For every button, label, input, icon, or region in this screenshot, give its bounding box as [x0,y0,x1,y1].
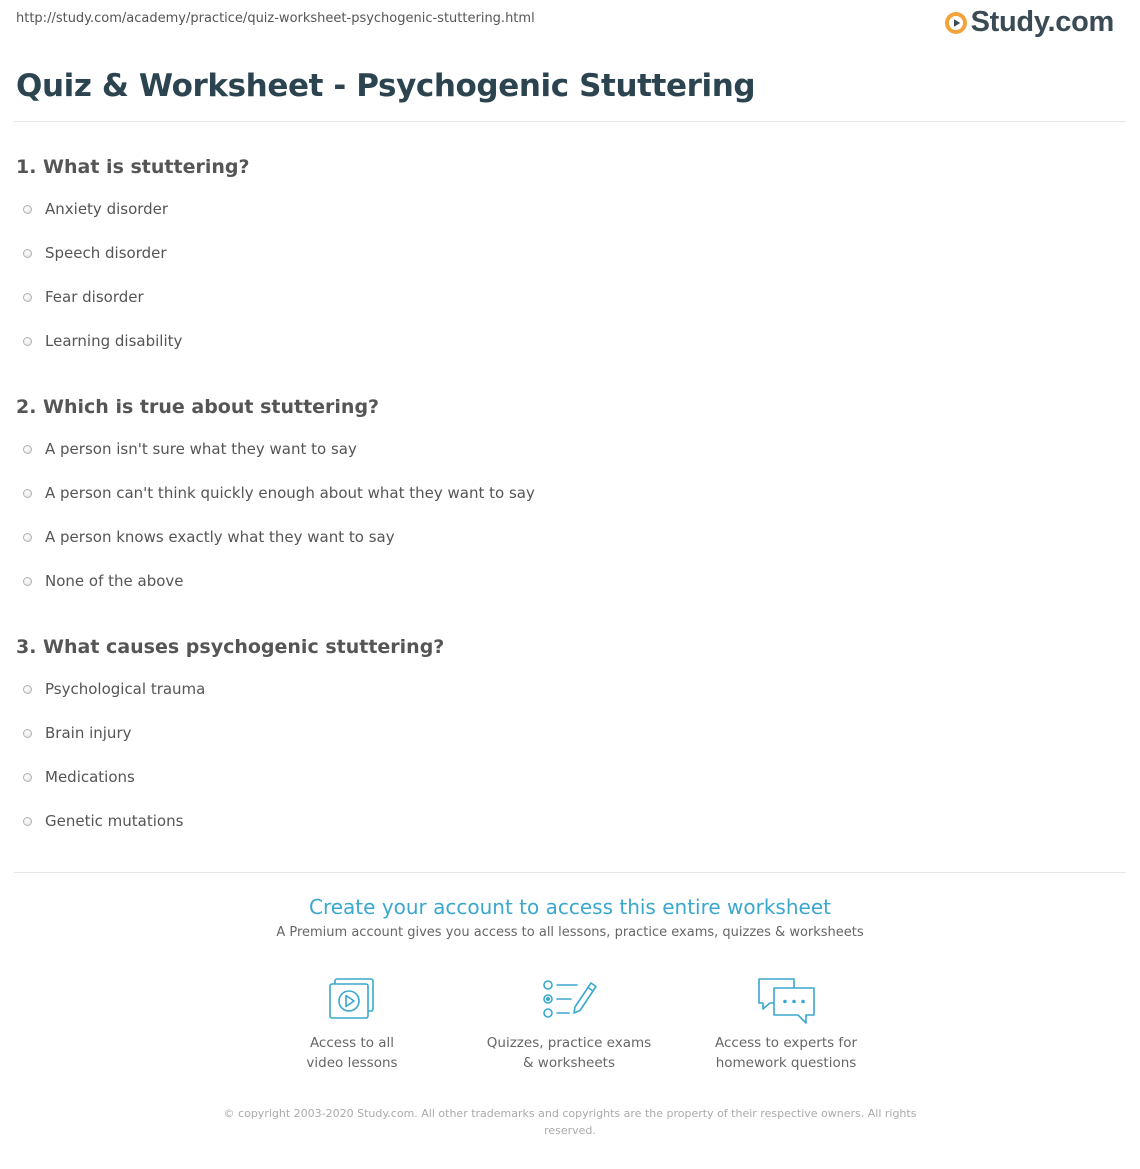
create-account-link[interactable]: Create your account to access this entire worksheet [309,895,831,919]
radio-button[interactable] [23,773,32,782]
question-1-option-2[interactable] [23,244,167,262]
option-label: A person can't think quickly enough about what they want to say [45,484,535,502]
premium-description: A Premium account gives you access to all lessons, practice exams, quizzes & worksheets [276,925,864,940]
feature-quizzes [469,975,669,1073]
radio-button[interactable] [23,577,32,586]
question-2-option-4[interactable] [23,572,184,590]
radio-button[interactable] [23,685,32,694]
video-lessons-icon [324,975,380,1023]
page-url: http://study.com/academy/practice/quiz-worksheet-psychogenic-stuttering.html [16,11,535,26]
page-title: Quiz & Worksheet - Psychogenic Stuttering [16,68,756,104]
option-label: Fear disorder [45,288,144,306]
radio-button[interactable] [23,445,32,454]
study-logo[interactable] [944,6,1114,39]
question-3-option-1[interactable] [23,680,205,698]
option-label: A person isn't sure what they want to say [45,440,357,458]
question-2-option-2[interactable] [23,484,535,502]
feature-label: Access to experts for homework questions [714,1035,857,1071]
option-label: Genetic mutations [45,812,184,830]
question-1-option-4[interactable] [23,332,182,350]
question-1-title: 1. What is stuttering? [16,156,250,178]
question-3-option-2[interactable] [23,724,131,742]
radio-button[interactable] [23,817,32,826]
feature-experts [686,975,886,1073]
radio-button[interactable] [23,205,32,214]
feature-video-lessons [252,975,452,1073]
feature-label: Access to all video lessons [306,1035,398,1071]
feature-label: Quizzes, practice exams & worksheets [486,1035,652,1071]
option-label: Speech disorder [45,244,167,262]
radio-button[interactable] [23,249,32,258]
question-2-option-1[interactable] [23,440,357,458]
option-label: None of the above [45,572,184,590]
quiz-checklist-icon [539,975,599,1023]
option-label: Learning disability [45,332,183,350]
play-logo-icon [944,11,968,35]
question-1-option-1[interactable] [23,200,168,218]
copyright-text: © copyright 2003-2020 Study.com. All other trademarks and copyrights are the property of their respective owners. All rights reserved. [223,1107,917,1137]
question-2-title: 2. Which is true about stuttering? [16,396,380,418]
radio-button[interactable] [23,729,32,738]
title-divider [14,121,1126,122]
question-3-title: 3. What causes psychogenic stuttering? [16,636,445,658]
question-3-option-4[interactable] [23,812,183,830]
radio-button[interactable] [23,533,32,542]
option-label: Medications [45,768,135,786]
chat-experts-icon [754,975,818,1027]
option-label: Brain injury [45,724,132,742]
question-2-option-3[interactable] [23,528,395,546]
radio-button[interactable] [23,337,32,346]
cta-divider [14,872,1126,873]
radio-button[interactable] [23,489,32,498]
option-label: Psychological trauma [45,680,206,698]
logo-text: Study.com [970,6,1114,38]
radio-button[interactable] [23,293,32,302]
question-3-option-3[interactable] [23,768,135,786]
option-label: A person knows exactly what they want to say [45,528,395,546]
question-1-option-3[interactable] [23,288,144,306]
option-label: Anxiety disorder [45,200,169,218]
